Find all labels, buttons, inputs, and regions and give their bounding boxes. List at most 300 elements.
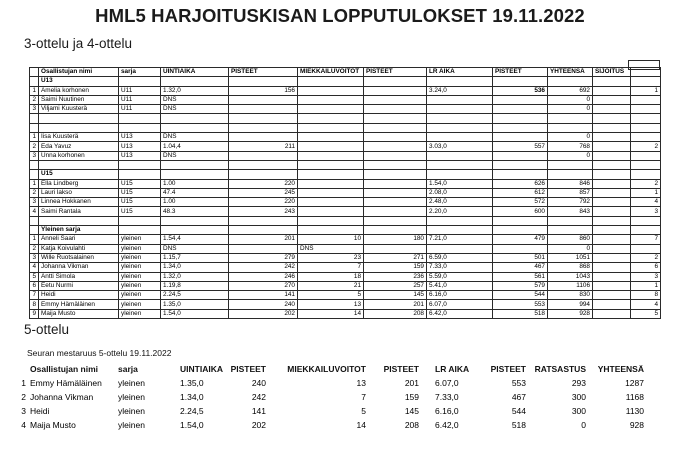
cell	[229, 216, 298, 225]
cell: 159	[364, 263, 427, 272]
cell	[298, 142, 364, 151]
cell: 1	[30, 86, 39, 95]
cell: 1.19,8	[161, 281, 229, 290]
cell: 4	[631, 300, 661, 309]
cell: 4	[631, 198, 661, 207]
cell: 868	[548, 263, 593, 272]
cell: Eetu Nurmi	[39, 281, 119, 290]
cell: 23	[298, 253, 364, 262]
cell: Lauri lakso	[39, 188, 119, 197]
table-row	[30, 309, 661, 318]
page-title: HML5 HARJOITUSKISAN LOPPUTULOKSET 19.11.2022	[95, 5, 585, 26]
cell: DNS	[161, 133, 229, 142]
cell	[631, 114, 661, 123]
cell	[364, 188, 427, 197]
cell	[427, 123, 493, 132]
column-header: PISTEET	[493, 68, 548, 77]
cell	[229, 160, 298, 169]
column-header: PISTEET	[490, 364, 526, 374]
column-header: UINTIAIKA	[180, 364, 223, 374]
cell: 156	[229, 86, 298, 95]
cell: Johanna Vikman	[39, 263, 119, 272]
cell	[593, 263, 631, 272]
cell	[298, 123, 364, 132]
cell	[298, 179, 364, 188]
cell: DNS	[298, 244, 364, 253]
cell: 18	[298, 272, 364, 281]
cell: 145	[404, 406, 419, 416]
table-row	[30, 281, 661, 290]
cell: 501	[493, 253, 548, 262]
cell: Saimi Nuutinen	[39, 95, 119, 104]
cell: 0	[548, 244, 593, 253]
cell: 467	[511, 392, 526, 402]
cell: 3	[30, 253, 39, 262]
cell: 9	[30, 309, 39, 318]
results-table-3-4-ottelu	[29, 67, 661, 319]
cell: 159	[404, 392, 419, 402]
cell	[593, 95, 631, 104]
cell: 1.54,0	[161, 309, 229, 318]
cell	[298, 207, 364, 216]
cell: Amelia korhonen	[39, 86, 119, 95]
cell: 1	[30, 133, 39, 142]
cell	[364, 114, 427, 123]
table-row	[30, 160, 661, 169]
table-row	[16, 376, 646, 390]
table-row	[16, 390, 646, 404]
results-table-5-ottelu	[16, 362, 646, 432]
cell: 1.54,0	[427, 179, 493, 188]
cell: 1.32,0	[161, 86, 229, 95]
cell	[229, 226, 298, 235]
table-row	[30, 114, 661, 123]
cell	[548, 77, 593, 86]
cell: 553	[493, 300, 548, 309]
cell: 561	[493, 272, 548, 281]
cell: yleinen	[118, 378, 145, 388]
cell	[631, 160, 661, 169]
pentathlon-table-body	[16, 376, 646, 432]
cell: 857	[548, 188, 593, 197]
cell: 2	[21, 392, 26, 402]
cell	[593, 198, 631, 207]
cell	[364, 105, 427, 114]
cell: 1043	[548, 272, 593, 281]
table-row	[16, 404, 646, 418]
cell: 0	[548, 95, 593, 104]
cell	[229, 77, 298, 86]
cell: 245	[229, 188, 298, 197]
cell: 792	[548, 198, 593, 207]
table-row	[30, 253, 661, 262]
cell: 553	[511, 378, 526, 388]
cell	[161, 226, 229, 235]
cell	[30, 123, 39, 132]
cell: 3	[30, 105, 39, 114]
cell	[119, 77, 161, 86]
cell	[298, 170, 364, 179]
cell: 211	[229, 142, 298, 151]
cell	[631, 170, 661, 179]
cell: 2.20,0	[427, 207, 493, 216]
cell: Antti Simola	[39, 272, 119, 281]
cell	[364, 226, 427, 235]
column-header: PISTEET	[364, 68, 427, 77]
cell	[298, 151, 364, 160]
cell: 1	[631, 86, 661, 95]
table-row	[30, 151, 661, 160]
cell	[631, 77, 661, 86]
cell: U13	[119, 133, 161, 142]
cell: 7	[298, 263, 364, 272]
cell: 2.48,0	[427, 198, 493, 207]
cell: 4	[30, 263, 39, 272]
cell: 293	[571, 378, 586, 388]
cell	[39, 216, 119, 225]
cell	[593, 300, 631, 309]
cell	[298, 114, 364, 123]
cell	[427, 133, 493, 142]
cell: 6.07,0	[435, 378, 459, 388]
cell: 6.16,0	[435, 406, 459, 416]
column-header: YHTEENSÄ	[597, 364, 644, 374]
cell: U11	[119, 86, 161, 95]
cell	[364, 142, 427, 151]
cell	[493, 114, 548, 123]
cell: 7	[361, 392, 366, 402]
cell	[593, 86, 631, 95]
cell: DNS	[161, 244, 229, 253]
table-row	[30, 142, 661, 151]
table-row	[30, 272, 661, 281]
cell	[493, 170, 548, 179]
cell	[119, 114, 161, 123]
cell: 1	[631, 281, 661, 290]
cell: 21	[298, 281, 364, 290]
cell: 518	[511, 420, 526, 430]
cell	[493, 133, 548, 142]
cell	[493, 95, 548, 104]
cell: 0	[581, 420, 586, 430]
cell: 4	[30, 207, 39, 216]
table-row	[30, 133, 661, 142]
cell: 208	[404, 420, 419, 430]
table-row	[30, 207, 661, 216]
cell: 612	[493, 188, 548, 197]
cell: 1	[21, 378, 26, 388]
cell	[30, 160, 39, 169]
cell: yleinen	[118, 420, 145, 430]
cell	[593, 170, 631, 179]
cell: yleinen	[119, 291, 161, 300]
cell: 14	[356, 420, 366, 430]
cell: yleinen	[119, 281, 161, 290]
cell: 243	[229, 207, 298, 216]
cell: 6.42,0	[427, 309, 493, 318]
cell: U13	[119, 142, 161, 151]
cell	[593, 179, 631, 188]
cell: 2	[30, 95, 39, 104]
cell: DNS	[161, 105, 229, 114]
cell	[631, 105, 661, 114]
cell	[298, 188, 364, 197]
cell: 928	[629, 420, 644, 430]
cell	[229, 105, 298, 114]
cell	[493, 105, 548, 114]
cell	[39, 123, 119, 132]
column-header: PISTEET	[230, 364, 266, 374]
table-row	[30, 95, 661, 104]
column-header: PISTEET	[229, 68, 298, 77]
column-header: RATSASTUS	[534, 364, 586, 374]
cell: Heidi	[30, 406, 50, 416]
header-row	[30, 68, 661, 77]
cell	[593, 160, 631, 169]
cell: 10	[298, 235, 364, 244]
cell	[631, 226, 661, 235]
cell: 1287	[625, 378, 644, 388]
cell: U15	[39, 170, 119, 179]
cell: U13	[119, 151, 161, 160]
cell	[427, 77, 493, 86]
cell	[593, 253, 631, 262]
cell	[364, 123, 427, 132]
cell: 830	[548, 291, 593, 300]
cell	[30, 226, 39, 235]
column-header: SIJOITUS	[593, 68, 631, 77]
cell: 479	[493, 235, 548, 244]
cell: 257	[364, 281, 427, 290]
column-header: YHTEENSÄ	[548, 68, 593, 77]
cell: 600	[493, 207, 548, 216]
cell: 5	[30, 272, 39, 281]
cell: 14	[298, 309, 364, 318]
cell	[593, 151, 631, 160]
cell	[427, 114, 493, 123]
cell: 271	[364, 253, 427, 262]
cell: 8	[30, 300, 39, 309]
cell	[548, 160, 593, 169]
cell	[593, 216, 631, 225]
cell: 5	[631, 309, 661, 318]
column-header: PISTEET	[383, 364, 419, 374]
cell	[493, 216, 548, 225]
cell: 4	[21, 420, 26, 430]
cell: 2	[30, 142, 39, 151]
table-row	[30, 123, 661, 132]
cell: 544	[493, 291, 548, 300]
cell: 6	[30, 281, 39, 290]
cell	[39, 160, 119, 169]
cell	[493, 244, 548, 253]
cell: 2	[631, 142, 661, 151]
cell	[631, 244, 661, 253]
cell: 201	[404, 378, 419, 388]
cell: 48.3	[161, 207, 229, 216]
column-header	[16, 362, 28, 376]
cell: 0	[548, 151, 593, 160]
cell: 201	[229, 235, 298, 244]
cell: 1.04,4	[161, 142, 229, 151]
cell: 5.59,0	[427, 272, 493, 281]
cell	[593, 272, 631, 281]
cell	[298, 160, 364, 169]
cell	[427, 160, 493, 169]
table-row	[16, 418, 646, 432]
cell	[427, 216, 493, 225]
cell: 3	[631, 207, 661, 216]
cell	[427, 151, 493, 160]
cell: 1.54,4	[161, 235, 229, 244]
column-header: sarja	[118, 364, 138, 374]
cell	[161, 114, 229, 123]
cell: Wille Ruotsalainen	[39, 253, 119, 262]
cell: 202	[229, 309, 298, 318]
cell: U15	[119, 179, 161, 188]
cell: DNS	[161, 95, 229, 104]
cell: 572	[493, 198, 548, 207]
cell: Viljami Kuusterä	[39, 105, 119, 114]
cell: DNS	[161, 151, 229, 160]
cell	[30, 77, 39, 86]
cell	[119, 170, 161, 179]
cell: 13	[356, 378, 366, 388]
cell	[298, 198, 364, 207]
table-row	[30, 300, 661, 309]
cell	[364, 179, 427, 188]
cell	[161, 123, 229, 132]
cell: 1.35,0	[161, 300, 229, 309]
cell: yleinen	[119, 300, 161, 309]
section-heading-5-ottelu: 5-ottelu	[24, 322, 70, 337]
cell: Emmy Hämäläinen	[30, 378, 102, 388]
cell: 5	[361, 406, 366, 416]
cell: 579	[493, 281, 548, 290]
cell	[119, 123, 161, 132]
cell	[493, 151, 548, 160]
cell: 6.16,0	[427, 291, 493, 300]
cell: 518	[493, 309, 548, 318]
cell: 202	[251, 420, 266, 430]
cell	[364, 216, 427, 225]
cell	[631, 133, 661, 142]
cell	[229, 170, 298, 179]
cell	[631, 216, 661, 225]
cell: 2	[631, 253, 661, 262]
cell	[631, 151, 661, 160]
cell	[593, 114, 631, 123]
cell	[119, 160, 161, 169]
cell: Iisa Kuusterä	[39, 133, 119, 142]
cell: 7	[631, 235, 661, 244]
cell	[493, 77, 548, 86]
cell	[229, 114, 298, 123]
cell	[593, 226, 631, 235]
header-row	[16, 362, 646, 376]
cell: 6.59,0	[427, 253, 493, 262]
cell: 13	[298, 300, 364, 309]
cell: U15	[119, 188, 161, 197]
column-header: sarja	[119, 68, 161, 77]
cell: Johanna Vikman	[30, 392, 94, 402]
cell	[427, 226, 493, 235]
cell	[161, 160, 229, 169]
cell	[593, 133, 631, 142]
cell	[30, 216, 39, 225]
cell: 557	[493, 142, 548, 151]
cell	[364, 170, 427, 179]
cell: 145	[364, 291, 427, 300]
cell	[298, 216, 364, 225]
cell	[229, 151, 298, 160]
column-header: MIEKKAILUVOITOT	[298, 68, 364, 77]
cell: 7.21,0	[427, 235, 493, 244]
cell: 7	[30, 291, 39, 300]
cell	[593, 207, 631, 216]
table-row	[30, 226, 661, 235]
cell: yleinen	[119, 272, 161, 281]
cell	[593, 123, 631, 132]
cell: 2.24,5	[180, 406, 204, 416]
cell: 240	[229, 300, 298, 309]
cell	[593, 77, 631, 86]
cell: Anneli Saari	[39, 235, 119, 244]
cell: U15	[119, 207, 161, 216]
cell	[229, 133, 298, 142]
cell: Linnea Hokkanen	[39, 198, 119, 207]
cell	[298, 105, 364, 114]
column-header: Osallistujan nimi	[30, 364, 99, 374]
table-row	[30, 179, 661, 188]
cell: 467	[493, 263, 548, 272]
table-row	[30, 170, 661, 179]
cell: Heidi	[39, 291, 119, 300]
cell: 141	[251, 406, 266, 416]
cell	[119, 226, 161, 235]
cell	[119, 216, 161, 225]
cell	[593, 309, 631, 318]
column-header	[631, 68, 661, 77]
cell	[593, 188, 631, 197]
cell: yleinen	[119, 253, 161, 262]
cell: 3.24,0	[427, 86, 493, 95]
cell	[298, 226, 364, 235]
cell	[548, 123, 593, 132]
cell: U13	[39, 77, 119, 86]
cell	[631, 95, 661, 104]
table-row	[30, 216, 661, 225]
cell	[493, 226, 548, 235]
cell: 180	[364, 235, 427, 244]
column-header: UINTIAIKA	[161, 68, 229, 77]
cell	[298, 133, 364, 142]
cell: yleinen	[118, 406, 145, 416]
table-row	[30, 188, 661, 197]
cell: 1.15,7	[161, 253, 229, 262]
cell: yleinen	[119, 244, 161, 253]
cell: 2	[631, 179, 661, 188]
cell	[161, 170, 229, 179]
cell: 208	[364, 309, 427, 318]
cell: 1.32,0	[161, 272, 229, 281]
cell	[364, 77, 427, 86]
column-header: LR AIKA	[435, 364, 470, 374]
table-row	[30, 105, 661, 114]
results-table-body	[30, 77, 661, 319]
cell: 860	[548, 235, 593, 244]
cell	[593, 142, 631, 151]
